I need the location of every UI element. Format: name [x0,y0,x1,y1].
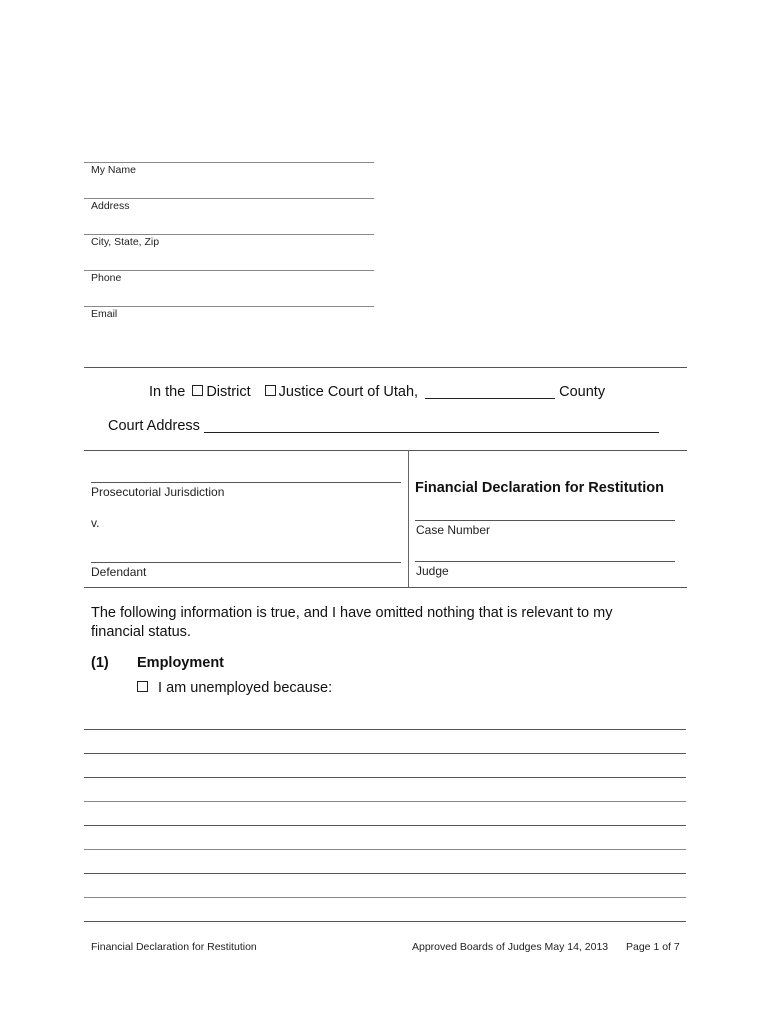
name-label: My Name [91,164,136,176]
caption-bottom-rule [84,587,687,588]
case-number-label: Case Number [416,523,491,537]
district-checkbox[interactable] [192,385,203,396]
court-prefix: In the [149,384,186,400]
intro-paragraph: The following information is true, and I have omitted nothing that is relevant to my financial status. [91,605,613,640]
address-label: Address [91,200,130,212]
name-line[interactable] [84,162,374,163]
footer-page-number: Page 1 of 7 [626,941,680,953]
email-line[interactable] [84,306,374,307]
jurisdiction-label: Prosecutorial Jurisdiction [91,485,225,499]
justice-court-label: Justice Court of Utah, [278,384,419,400]
unemployed-checkbox[interactable] [137,681,148,692]
phone-label: Phone [91,272,122,284]
judge-line[interactable] [415,561,675,562]
section-number: (1) [91,655,109,671]
address-line[interactable] [84,198,374,199]
county-field[interactable] [425,384,555,399]
court-address-field[interactable] [204,418,659,433]
email-label: Email [91,308,118,320]
writing-line[interactable] [84,753,686,754]
district-label: District [206,384,251,400]
footer-title: Financial Declaration for Restitution [91,941,257,953]
phone-line[interactable] [84,270,374,271]
court-line [149,384,605,400]
document-title: Financial Declaration for Restitution [415,480,664,496]
writing-line[interactable] [84,801,686,802]
writing-line[interactable] [84,849,686,850]
judge-label: Judge [416,564,449,578]
writing-line[interactable] [84,921,686,922]
court-address-line [108,418,659,434]
unemployed-label: I am unemployed because: [158,680,333,696]
caption-top-rule [84,450,687,451]
court-top-rule [84,367,687,368]
unemployed-line [137,680,332,696]
defendant-line[interactable] [91,562,401,563]
case-number-line[interactable] [415,520,675,521]
writing-line[interactable] [84,729,686,730]
writing-line[interactable] [84,825,686,826]
city-state-zip-label: City, State, Zip [91,236,160,248]
writing-line[interactable] [84,897,686,898]
writing-line[interactable] [84,777,686,778]
justice-court-checkbox[interactable] [265,385,276,396]
city-state-zip-line[interactable] [84,234,374,235]
versus-label: v. [91,516,100,530]
section-title: Employment [137,655,225,671]
caption-divider [408,450,409,587]
county-label: County [559,384,606,400]
court-address-label: Court Address [108,418,200,434]
writing-line[interactable] [84,873,686,874]
footer-approved: Approved Boards of Judges May 14, 2013 [412,941,609,953]
defendant-label: Defendant [91,565,147,579]
jurisdiction-line[interactable] [91,482,401,483]
